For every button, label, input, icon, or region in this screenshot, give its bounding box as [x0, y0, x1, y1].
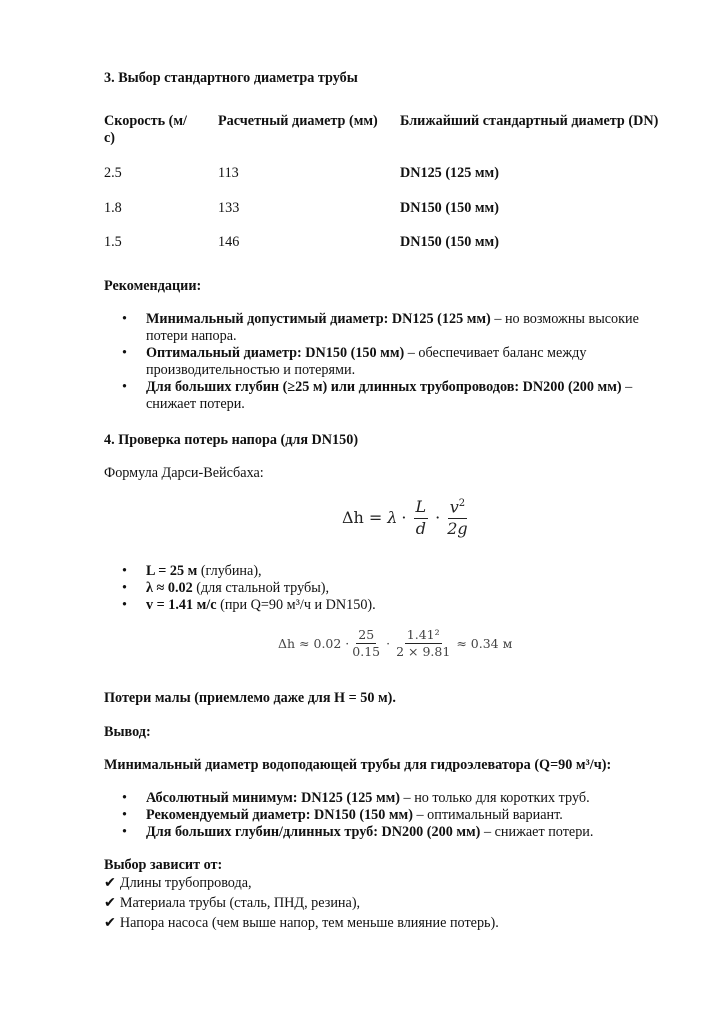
list-item: • Рекомендуемый диаметр: DN150 (150 мм) – оптимальный вариант. — [122, 807, 563, 824]
list-item: • Оптимальный диаметр: DN150 (150 мм) – обеспечивает баланс между производительностью и потерями. — [122, 345, 587, 379]
list-item: • λ ≈ 0.02 (для стальной трубы), — [122, 580, 330, 597]
list-item: • Для больших глубин (≥25 м) или длинных трубопроводов: DN200 (200 мм) – снижает потери. — [122, 379, 633, 413]
fraction-v2-over-2g: $\frac{v^2}{2g}$ — [447, 497, 468, 538]
conclusion-title: Вывод: — [104, 724, 151, 740]
check-icon: ✔ — [104, 875, 116, 891]
formula-label: Формула Дарси-Вейсбаха: — [104, 465, 264, 481]
fraction-25-over-015: $\frac{25}{0.15}$ — [352, 627, 381, 660]
list-item: • L = 25 м (глубина), — [122, 563, 262, 579]
check-icon: ✔ — [104, 915, 116, 931]
table-cell: 133 — [218, 200, 240, 216]
bullet-icon: • — [122, 790, 127, 806]
bullet-icon: • — [122, 379, 127, 396]
list-item: ✔ Материала трубы (сталь, ПНД, резина), — [104, 895, 361, 911]
bullet-icon: • — [122, 563, 127, 579]
table-header-calc-diameter: Расчетный диаметр (мм) — [218, 113, 378, 129]
darcy-weisbach-formula: Δh = λ · $\frac{L}{d}$ · $\frac{v^2}{2g}$ — [342, 497, 468, 538]
recommendations-list — [122, 311, 662, 413]
table-header-speed: Скорость (м/с) — [104, 113, 187, 147]
list-item: • v = 1.41 м/с (при Q=90 м³/ч и DN150). — [122, 597, 376, 614]
depends-title: Выбор зависит от: — [104, 857, 223, 873]
table-header-standard-diameter: Ближайший стандартный диаметр (DN) — [400, 113, 659, 129]
section-3-title: 3. Выбор стандартного диаметра трубы — [104, 70, 358, 86]
bullet-icon: • — [122, 345, 127, 362]
table-cell: DN125 (125 мм) — [400, 165, 499, 181]
list-item: • Минимальный допустимый диаметр: DN125 (125 мм) – но возможны высокие потери напора. — [122, 311, 639, 345]
head-loss-calculation: Δh ≈ 0.02 · $\frac{25}{0.15}$ · $\frac{\text{1.41²}}{2 \times 9.81}$ ≈ 0.34 м — [278, 627, 513, 660]
bullet-icon: • — [122, 597, 127, 614]
parameters-list — [122, 563, 622, 614]
head-loss-conclusion: Потери малы (приемлемо даже для H = 50 м). — [104, 690, 396, 706]
list-item: ✔ Длины трубопровода, — [104, 875, 252, 891]
bullet-icon: • — [122, 807, 127, 824]
table-cell: DN150 (150 мм) — [400, 200, 499, 216]
table-cell: 146 — [218, 234, 240, 250]
bullet-icon: • — [122, 580, 127, 597]
table-cell: 2.5 — [104, 165, 122, 181]
bullet-icon: • — [122, 311, 127, 327]
recommendations-title: Рекомендации: — [104, 278, 202, 294]
check-icon: ✔ — [104, 895, 116, 911]
list-item: ✔ Напора насоса (чем выше напор, тем меньше влияние потерь). — [104, 915, 499, 931]
fraction-v2-calc: $\frac{\text{1.41²}}{2 \times 9.81}$ — [396, 627, 451, 660]
list-item: • Для больших глубин/длинных труб: DN200 (200 мм) – снижает потери. — [122, 824, 594, 841]
table-cell: DN150 (150 мм) — [400, 234, 499, 250]
section-4-title: 4. Проверка потерь напора (для DN150) — [104, 432, 359, 448]
table-cell: 113 — [218, 165, 239, 181]
conclusion-list — [122, 790, 642, 841]
table-cell: 1.5 — [104, 234, 122, 250]
list-item: • Абсолютный минимум: DN125 (125 мм) – но только для коротких труб. — [122, 790, 590, 806]
conclusion-subtitle: Минимальный диаметр водоподающей трубы для гидроэлеватора (Q=90 м³/ч): — [104, 757, 612, 773]
fraction-l-over-d: $\frac{L}{d}$ — [415, 497, 427, 538]
table-cell: 1.8 — [104, 200, 122, 216]
bullet-icon: • — [122, 824, 127, 841]
